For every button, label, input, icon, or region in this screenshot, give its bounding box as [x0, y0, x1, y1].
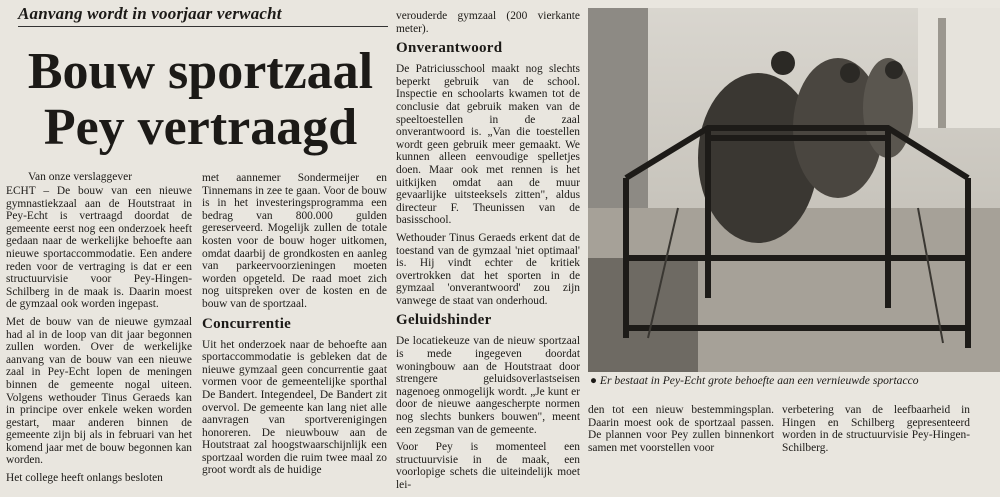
column-1 — [6, 185, 192, 490]
col2-intro: met aannemer Sondermeijer en Tinnemans in zee te gaan. Voor de bouw is in het investeringsprogramma een bedrag van 800.000 gulden gereserveerd. Mogelijk zullen de totale kosten voor de bouw hoger uitkomen, omdat daarbij de grondkosten en aanleg van parkeervoorzieningen moeten worden opgeteld. De raad moet zich nog uitspreken over de kosten en de bouw van de sportzaal. — [202, 172, 387, 310]
byline: Van onze verslaggever — [28, 171, 133, 183]
col3-top: verouderde gymzaal (200 vierkante meter). — [396, 10, 580, 35]
col3-paragraph-4: Voor Pey is momenteel een structuurvisie in de maak, een voorlopige schets die uiteindelijk moet lei- — [396, 441, 580, 491]
col2-body: Uit het onderzoek naar de behoefte aan sportaccommodatie is gebleken dat de nieuwe gymzaal geen concurrentie gaat vormen voor de gemeentelijke sporthal De Bandert. Integendeel, De Bandert zit overvol. De gemeente kan lang niet alle aanvragen van sportverenigingen honoreren. De nieuwbouw aan de Houtstraat zal hoogstwaarschijnlijk een sportzaal worden die ruim twee maal zo groot wordt als de huidige — [202, 338, 387, 477]
col3-heading-1: Onverantwoord — [396, 40, 503, 57]
col1-paragraph-2: Met de bouw van de nieuwe gymzaal had al in de loop van dit jaar begonnen zullen worden. Over de werkelijke aanvang van de bouw van een nieuwe zaal in Pey-Echt lopen de meningen binnen de gemeente nogal uiteen. Volgens wethouder Tinus Geraeds kan in principe over enkele weken worden gestart, maar anderen binnen de gemeente zijn bij als in februari van het komend jaar met de bouw begonnen kan worden. — [6, 315, 192, 467]
kicker: Aanvang wordt in voorjaar verwacht — [18, 4, 388, 27]
bottom-middle-text — [588, 404, 774, 459]
bottom-middle-paragraph: den tot een nieuw bestemmingsplan. Daarin moest ook de sportzaal passen. De plannen voor Pey zullen binnenkort samen met voorstellen voor — [588, 404, 774, 454]
caption-text: Er bestaat in Pey-Echt grote behoefte aan een vernieuwde sportacco — [599, 374, 919, 387]
headline — [8, 44, 393, 156]
gym-photo — [588, 8, 1000, 372]
col3-paragraph-2: Wethouder Tinus Geraeds erkent dat de toestand van de gymzaal 'niet optimaal' is. Hij vindt echter de kritiek overtrokken dat het sporten in de gymzaal 'onverantwoord' zou zijn vanwege de staat van onderhoud. — [396, 231, 580, 307]
col1-paragraph-3: Het college heeft onlangs besloten — [6, 472, 163, 485]
col3-heading-2: Geluidshinder — [396, 312, 492, 329]
col3-paragraph-3: De locatiekeuze van de nieuw sportzaal is mede ingegeven doordat woningbouw aan de Houtstraat door strengere geluidsoverlastseisen nagenoeg onmogelijk wordt. „Je kunt er door de nieuwe aangescherpte normen nog slechts bunkers bouwen", meent een zegsman van de gemeente. — [396, 335, 580, 436]
headline-line-1: Bouw sportzaal — [27, 43, 374, 100]
bottom-right-text — [782, 404, 970, 459]
photo-caption — [590, 374, 1000, 387]
col2-heading: Concurrentie — [202, 315, 292, 332]
column-2 — [202, 172, 387, 482]
bottom-right-paragraph: verbetering van de leefbaarheid in Hingen en Schilberg gepresenteerd worden in de structuurvisie Pey-Hingen-Schilberg. — [782, 404, 970, 454]
col3-paragraph-1: De Patriciusschool maakt nog slechts beperkt gebruik van de school. Inspectie en schoolarts kwamen tot de conclusie dat gebruik maken van de speeltoestellen in de zaal onverantwoord is. „Van die toestellen wordt geen gebruik meer gemaakt. We kunnen alleen eenvoudige spelletjes doen. Maar ook met rennen is het uitkijken omdat aan de muur gevaarlijke uitsteeksels zitten", aldus directeur F. Theunissen van de basisschool. — [396, 63, 580, 227]
column-3 — [396, 10, 580, 497]
bullet-icon: ● — [590, 374, 598, 387]
col1-paragraph-1: ECHT – De bouw van een nieuwe gymnastiekzaal aan de Houtstraat in Pey-Echt is vertraagd doordat de gemeente eerst nog een onderzoek heeft gedaan naar de werkelijke behoefte aan nieuwe sportaccommodatie. Een andere reden voor de vertraging is dat er een structuurvisie voor Pey-Hingen-Schilberg in de maak is. Daarin moest de gymzaal ook worden ingepast. — [6, 185, 192, 311]
headline-line-2: Pey vertraagd — [43, 99, 358, 156]
